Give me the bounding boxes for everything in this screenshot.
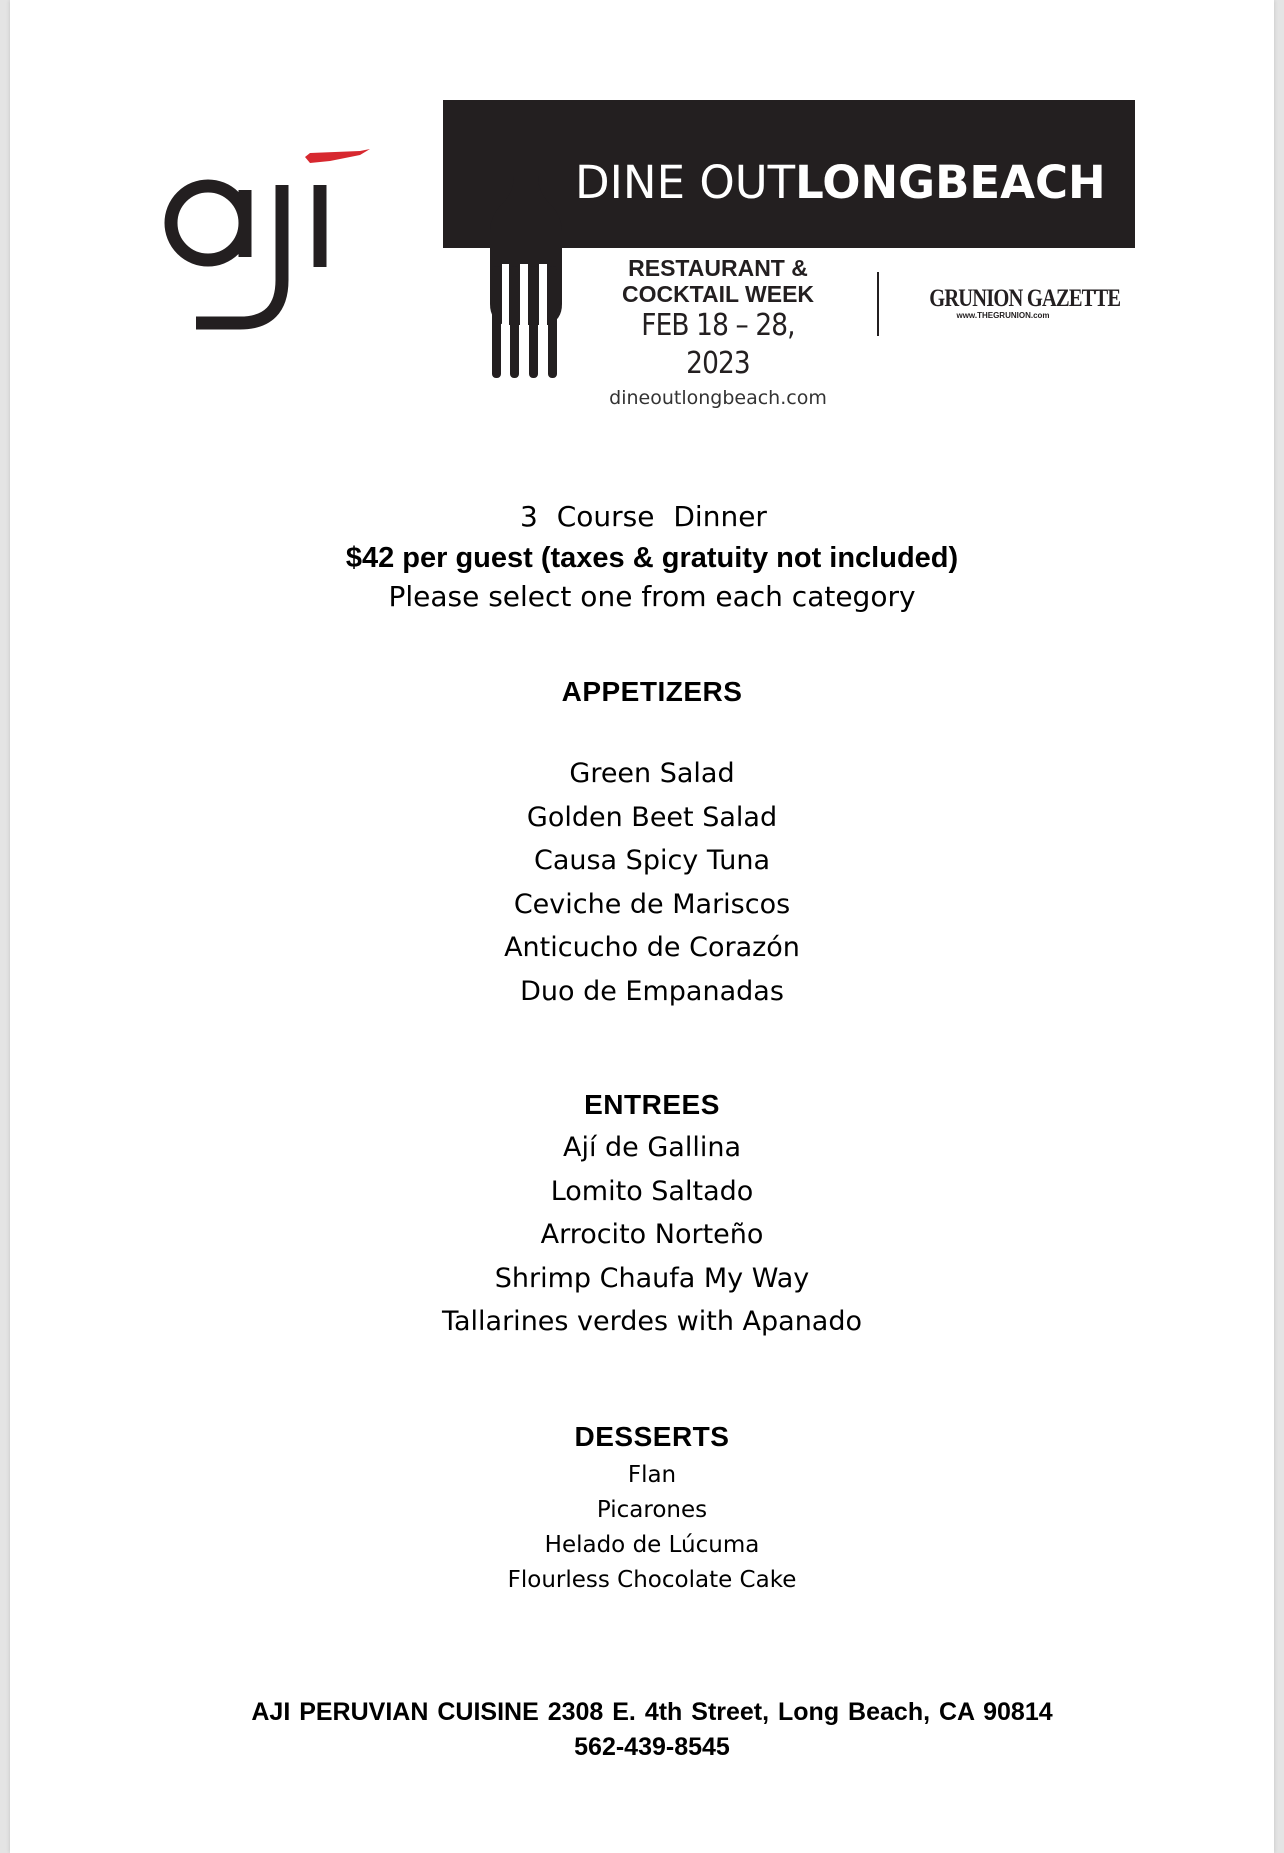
dine-out-title [575, 156, 1106, 209]
restaurant-week-info [598, 255, 838, 409]
gazette-logo [913, 285, 1121, 320]
list-item: Lomito Saltado [550, 1175, 754, 1207]
gazette-name: GRUNION GAZETTE [929, 285, 1121, 312]
list-item: Green Salad [569, 758, 735, 789]
appetizers-heading: APPETIZERS [561, 676, 743, 707]
menu-page [10, 0, 1274, 1853]
long-beach-label: LONGBEACH [795, 156, 1106, 209]
list-item: Ceviche de Mariscos [513, 888, 791, 920]
course-title: 3 Course Dinner [520, 500, 767, 533]
list-item: Duo de Empanadas [520, 975, 784, 1007]
list-item: Flan [627, 1462, 677, 1488]
list-item: Causa Spicy Tuna [533, 845, 771, 876]
logo-divider [877, 272, 879, 336]
wine-bottle-fork-icon [486, 120, 566, 378]
event-dates: FEB 18 – 28, 2023 [641, 308, 795, 381]
footer-address: AJI PERUVIAN CUISINE 2308 E. 4th Street, Long Beach, CA 90814 [251, 1698, 1053, 1726]
list-item: Shrimp Chaufa My Way [494, 1262, 810, 1294]
entrees-heading: ENTREES [584, 1089, 720, 1120]
appetizers-list [10, 752, 1284, 1013]
list-item: Tallarines verdes with Apanado [441, 1306, 863, 1337]
entrees-list [10, 1126, 1284, 1344]
list-item: Arrocito Norteño [540, 1219, 764, 1250]
event-url: dineoutlongbeach.com [609, 387, 827, 409]
price-line: $42 per guest (taxes & gratuity not included) [345, 542, 959, 574]
restaurant-week-line2: COCKTAIL WEEK [621, 281, 815, 307]
list-item: Golden Beet Salad [526, 801, 778, 833]
list-item: Anticucho de Corazón [504, 932, 800, 963]
desserts-list [10, 1458, 1284, 1598]
footer-phone: 562-439-8545 [574, 1733, 730, 1761]
dine-out-label: DINE OUT [575, 156, 796, 209]
list-item: Picarones [596, 1497, 708, 1523]
list-item: Helado de Lúcuma [544, 1532, 760, 1558]
restaurant-week-line1: RESTAURANT & [628, 255, 808, 281]
list-item: Flourless Chocolate Cake [507, 1567, 797, 1593]
list-item: Ají de Gallina [562, 1132, 742, 1163]
desserts-heading: DESSERTS [574, 1421, 730, 1452]
aji-logo [160, 145, 390, 345]
gazette-url: www.THEGRUNION.com [956, 311, 1050, 320]
instruction-line: Please select one from each category [388, 580, 916, 613]
